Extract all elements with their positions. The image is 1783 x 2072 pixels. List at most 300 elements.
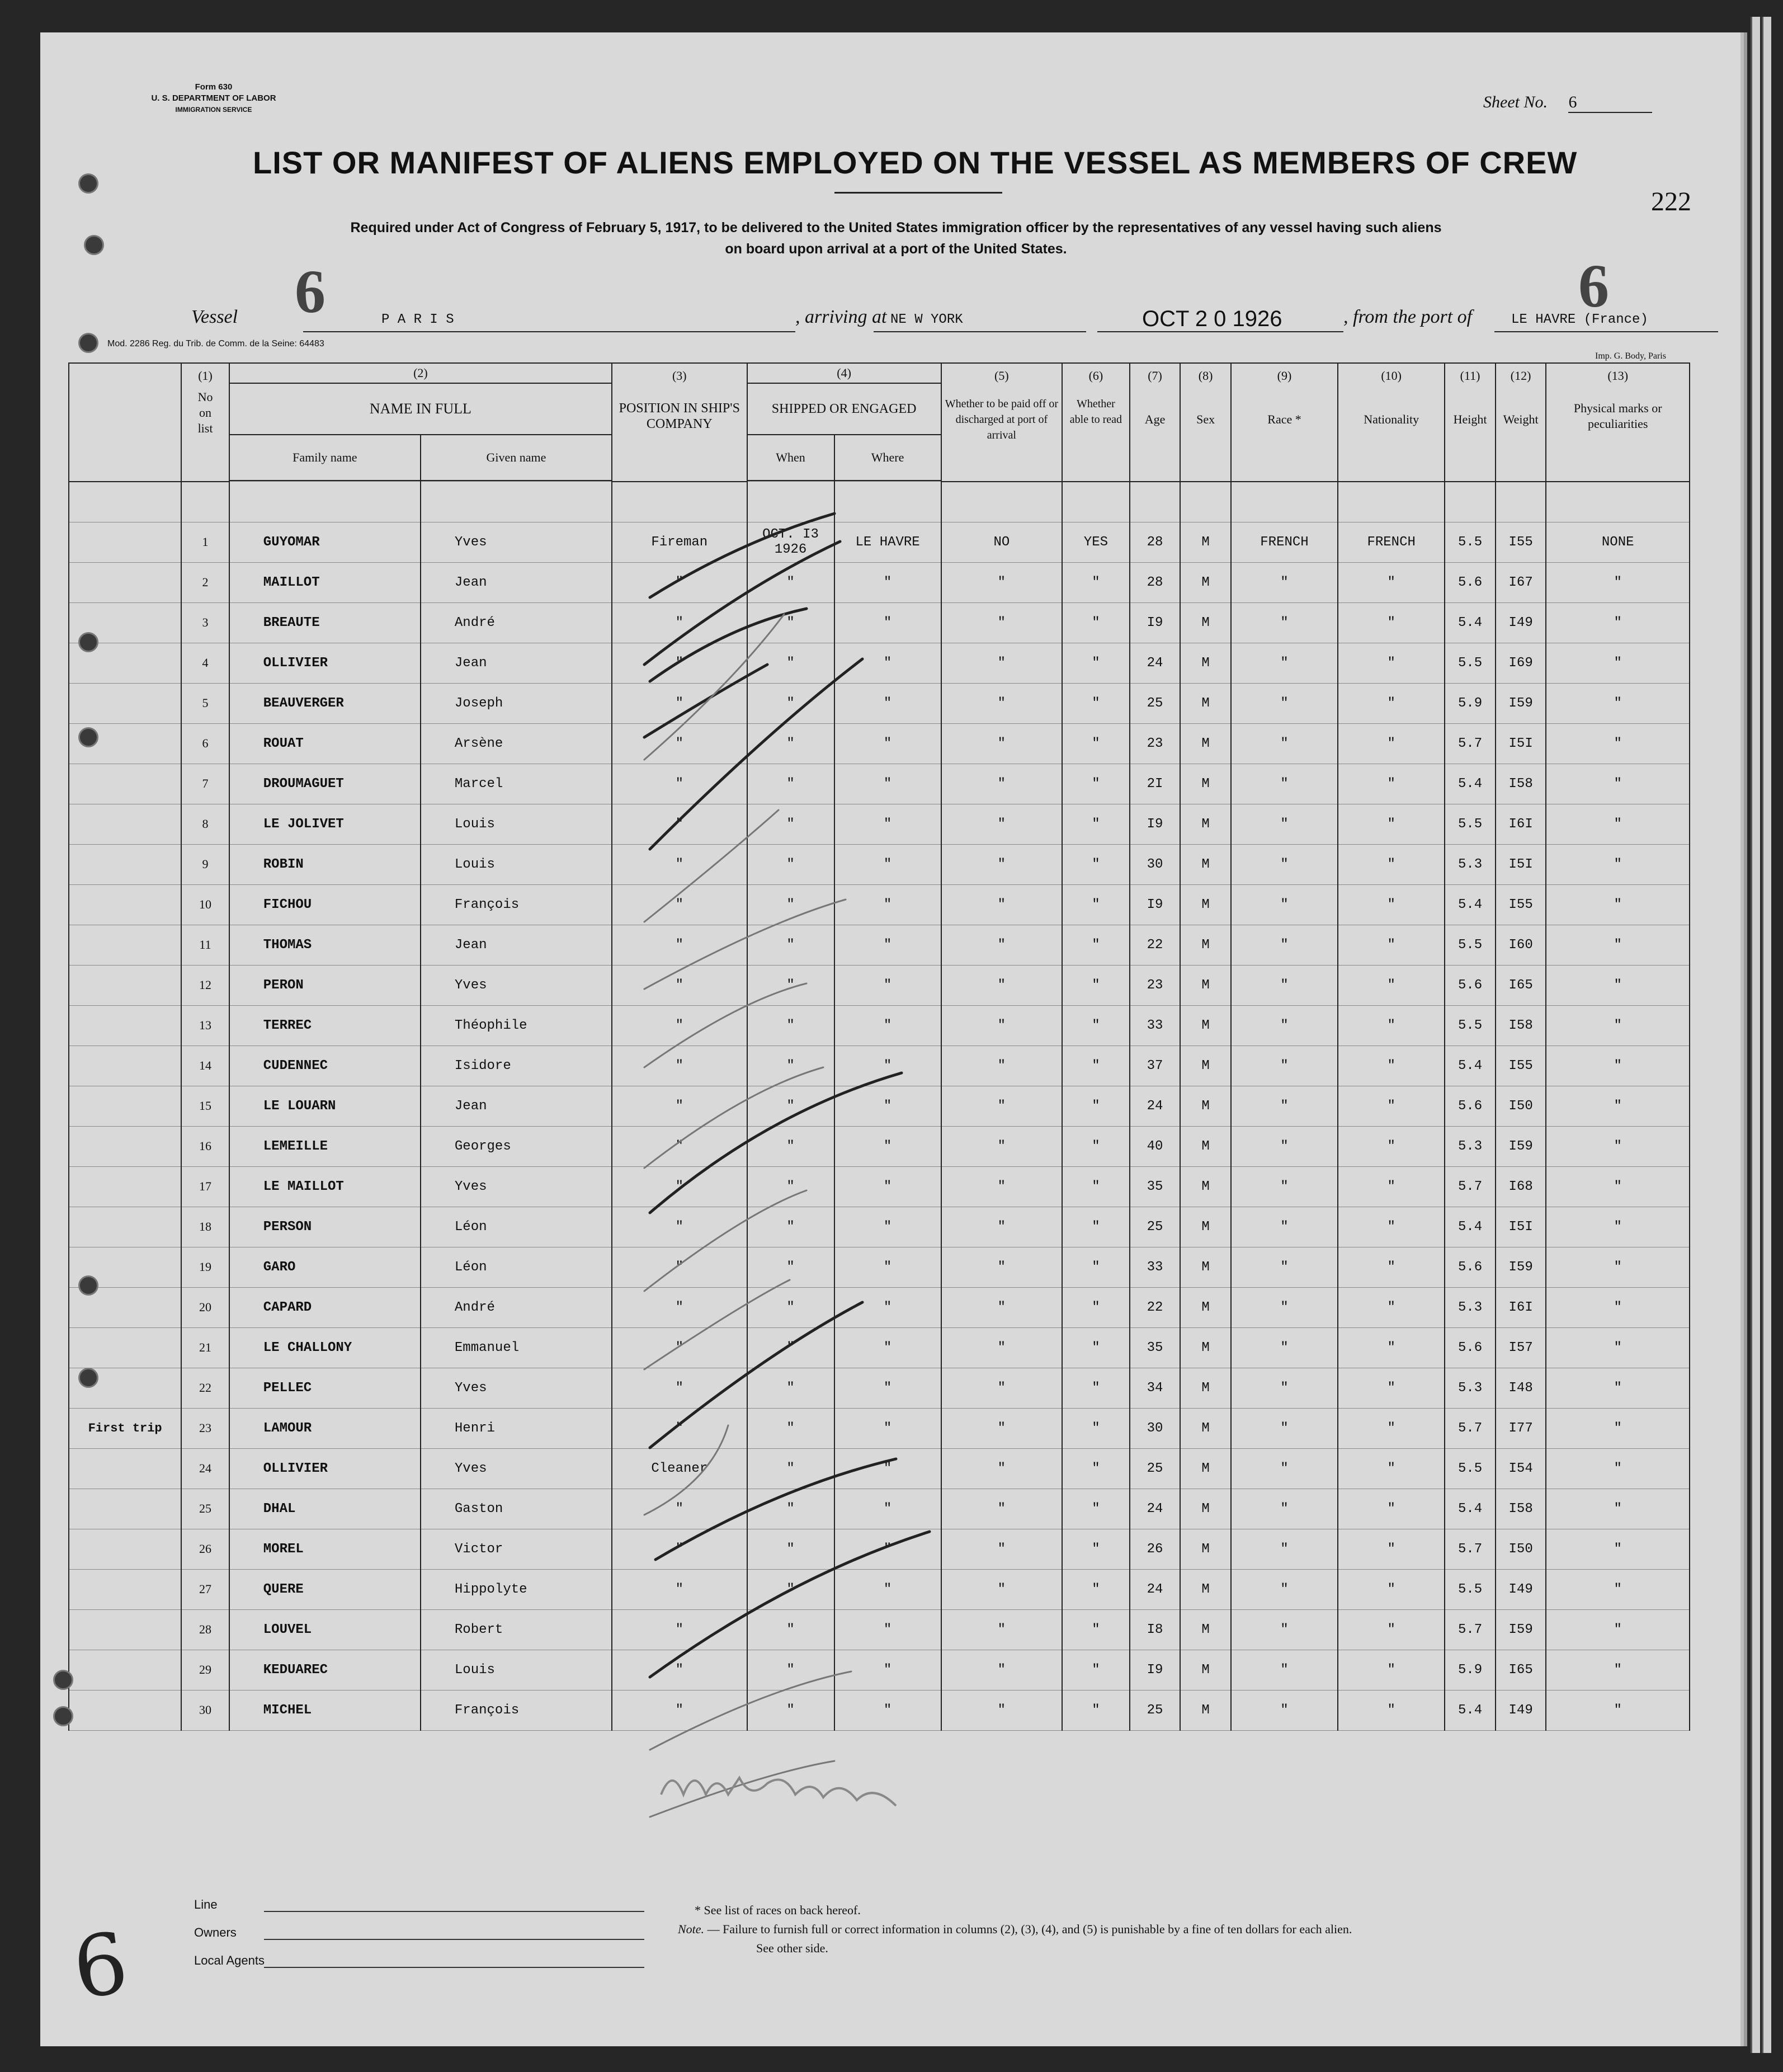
shipped-when: ": [747, 925, 834, 965]
shipped-where: ": [834, 1650, 941, 1690]
remark-cell: [69, 1126, 181, 1166]
race: ": [1231, 1166, 1338, 1207]
weight: I59: [1496, 683, 1546, 723]
printer-credit: Imp. G. Body, Paris: [1595, 351, 1666, 361]
position: ": [612, 1650, 747, 1690]
col-name-in-full: NAME IN FULL: [229, 383, 612, 435]
sheet-number: 6: [1568, 93, 1652, 113]
big-stamp-left: 6: [295, 257, 326, 326]
height: 5.5: [1445, 522, 1496, 562]
age: 33: [1130, 1247, 1181, 1287]
shipped-where: ": [834, 804, 941, 844]
paid-off: ": [941, 1408, 1062, 1448]
position: ": [612, 1529, 747, 1569]
sex: M: [1180, 1609, 1231, 1650]
able-to-read: ": [1062, 1086, 1130, 1126]
race: ": [1231, 1489, 1338, 1529]
physical-marks: ": [1546, 562, 1690, 602]
remark-cell: [69, 1489, 181, 1529]
col-12-label: Weight: [1503, 412, 1539, 426]
col-6-number: (6): [1088, 369, 1103, 383]
given-name: Théophile: [421, 1005, 612, 1046]
weight: I48: [1496, 1368, 1546, 1408]
physical-marks: ": [1546, 1086, 1690, 1126]
height: 5.3: [1445, 1368, 1496, 1408]
shipped-when: ": [747, 1489, 834, 1529]
paid-off: ": [941, 1005, 1062, 1046]
shipped-where: ": [834, 965, 941, 1005]
physical-marks: NONE: [1546, 522, 1690, 562]
physical-marks: ": [1546, 1327, 1690, 1368]
row-number: 8: [181, 804, 229, 844]
age: 37: [1130, 1046, 1181, 1086]
height: 5.4: [1445, 602, 1496, 643]
col-10-label: Nationality: [1364, 412, 1419, 426]
able-to-read: ": [1062, 562, 1130, 602]
age: 24: [1130, 1569, 1181, 1609]
given-name: Victor: [421, 1529, 612, 1569]
shipped-where: ": [834, 884, 941, 925]
shipped-when: ": [747, 723, 834, 764]
col-nationality-header: [1338, 363, 1445, 482]
able-to-read: ": [1062, 1247, 1130, 1287]
nationality: ": [1338, 1650, 1445, 1690]
shipped-where: ": [834, 925, 941, 965]
manifest-title: LIST OR MANIFEST OF ALIENS EMPLOYED ON THE VESSEL AS MEMBERS OF CREW: [253, 145, 1578, 180]
shipped-when: ": [747, 683, 834, 723]
row-number: 30: [181, 1690, 229, 1730]
col-9-label: Race *: [1267, 412, 1301, 426]
physical-marks: ": [1546, 1046, 1690, 1086]
given-name: Louis: [421, 1650, 612, 1690]
shipped-when: ": [747, 1569, 834, 1609]
from-port: LE HAVRE (France): [1511, 312, 1648, 327]
remark-cell: [69, 1207, 181, 1247]
nationality: ": [1338, 602, 1445, 643]
shipped-when: ": [747, 1368, 834, 1408]
spacer: [1496, 482, 1546, 522]
subtitle: [163, 217, 1629, 260]
age: 30: [1130, 844, 1181, 884]
col-8-label: Sex: [1196, 412, 1215, 426]
col-read-header: [1062, 363, 1130, 482]
race: ": [1231, 1207, 1338, 1247]
race: ": [1231, 1126, 1338, 1166]
sheet-label: Sheet No.: [1483, 93, 1548, 111]
paid-off: ": [941, 1690, 1062, 1730]
shipped-where: ": [834, 1086, 941, 1126]
shipped-when: ": [747, 602, 834, 643]
able-to-read: ": [1062, 683, 1130, 723]
sex: M: [1180, 925, 1231, 965]
height: 5.6: [1445, 965, 1496, 1005]
col-9-number: (9): [1277, 369, 1292, 383]
col-5-label: Whether to be paid off or discharged at port of arrival: [945, 398, 1059, 441]
sex: M: [1180, 1650, 1231, 1690]
shipped-when: ": [747, 1690, 834, 1730]
row-number: 16: [181, 1126, 229, 1166]
weight: I50: [1496, 1086, 1546, 1126]
height: 5.5: [1445, 804, 1496, 844]
given-name: Hippolyte: [421, 1569, 612, 1609]
inspector-signature: [655, 1755, 913, 1823]
sex: M: [1180, 1448, 1231, 1489]
race: ": [1231, 562, 1338, 602]
row-number: 29: [181, 1650, 229, 1690]
given-name: Jean: [421, 562, 612, 602]
shipped-when: ": [747, 1327, 834, 1368]
height: 5.6: [1445, 1086, 1496, 1126]
remark-cell: [69, 1690, 181, 1730]
shipped-when: ": [747, 643, 834, 683]
nationality: ": [1338, 1247, 1445, 1287]
binder-hole: [78, 1368, 98, 1388]
shipped-where: ": [834, 844, 941, 884]
family-name: LEMEILLE: [229, 1126, 421, 1166]
able-to-read: ": [1062, 1207, 1130, 1247]
position: ": [612, 1368, 747, 1408]
binder-hole: [84, 235, 104, 255]
paid-off: ": [941, 723, 1062, 764]
able-to-read: ": [1062, 804, 1130, 844]
position: Fireman: [612, 522, 747, 562]
col-age-header: [1130, 363, 1181, 482]
col-3-number: (3): [672, 369, 687, 383]
col-given-name: Given name: [421, 435, 612, 481]
shipped-where: ": [834, 1247, 941, 1287]
family-name: CAPARD: [229, 1287, 421, 1327]
col-sex-header: [1180, 363, 1231, 482]
able-to-read: ": [1062, 602, 1130, 643]
weight: I5I: [1496, 844, 1546, 884]
family-name: LE MAILLOT: [229, 1166, 421, 1207]
row-number: 13: [181, 1005, 229, 1046]
date-underline: [1097, 331, 1343, 332]
given-name: Georges: [421, 1126, 612, 1166]
race: ": [1231, 1005, 1338, 1046]
row-number: 28: [181, 1609, 229, 1650]
family-name: OLLIVIER: [229, 1448, 421, 1489]
remark-cell: [69, 683, 181, 723]
mod-line: Mod. 2286 Reg. du Trib. de Comm. de la Seine: 64483: [107, 339, 324, 349]
remark-cell: [69, 804, 181, 844]
age: 40: [1130, 1126, 1181, 1166]
family-name: BREAUTE: [229, 602, 421, 643]
remark-cell: [69, 1005, 181, 1046]
nationality: ": [1338, 1408, 1445, 1448]
age: 22: [1130, 925, 1181, 965]
paid-off: ": [941, 1569, 1062, 1609]
family-name: LOUVEL: [229, 1609, 421, 1650]
age: 24: [1130, 1489, 1181, 1529]
age: I9: [1130, 1650, 1181, 1690]
remark-cell: [69, 1650, 181, 1690]
footer-line-1: [264, 1911, 644, 1912]
height: 5.4: [1445, 1207, 1496, 1247]
nationality: ": [1338, 804, 1445, 844]
subtitle-line-2: on board upon arrival at a port of the United States.: [725, 241, 1067, 257]
weight: I69: [1496, 643, 1546, 683]
shipped-where: ": [834, 1046, 941, 1086]
footer-labels: [194, 1891, 265, 1975]
physical-marks: ": [1546, 1287, 1690, 1327]
age: 23: [1130, 723, 1181, 764]
header-row-numbers: [69, 363, 1690, 383]
paid-off: ": [941, 925, 1062, 965]
col-1-number: (1): [198, 369, 213, 383]
position: Cleaner: [612, 1448, 747, 1489]
position: ": [612, 1126, 747, 1166]
row-number: 18: [181, 1207, 229, 1247]
family-name: BEAUVERGER: [229, 683, 421, 723]
physical-marks: ": [1546, 1408, 1690, 1448]
nationality: ": [1338, 1046, 1445, 1086]
remark-cell: First trip: [69, 1408, 181, 1448]
shipped-when: ": [747, 1046, 834, 1086]
weight: I58: [1496, 1489, 1546, 1529]
binder-hole: [53, 1670, 73, 1690]
age: 30: [1130, 1408, 1181, 1448]
position: ": [612, 1247, 747, 1287]
shipped-where: ": [834, 1609, 941, 1650]
shipped-where: ": [834, 764, 941, 804]
position: ": [612, 764, 747, 804]
given-name: Marcel: [421, 764, 612, 804]
arriving-underline: [874, 331, 1086, 332]
weight: I58: [1496, 764, 1546, 804]
remark-cell: [69, 925, 181, 965]
spacer: [941, 482, 1062, 522]
sex: M: [1180, 884, 1231, 925]
col-13-number: (13): [1607, 369, 1629, 383]
age: 25: [1130, 1690, 1181, 1730]
nationality: ": [1338, 1207, 1445, 1247]
remark-cell: [69, 1448, 181, 1489]
position: ": [612, 1690, 747, 1730]
row-number: 19: [181, 1247, 229, 1287]
row-number: 10: [181, 884, 229, 925]
race: ": [1231, 844, 1338, 884]
sex: M: [1180, 1569, 1231, 1609]
weight: I67: [1496, 562, 1546, 602]
sex: M: [1180, 1690, 1231, 1730]
race: ": [1231, 1046, 1338, 1086]
physical-marks: ": [1546, 1529, 1690, 1569]
position: ": [612, 1166, 747, 1207]
col-6-label: Whether able to read: [1069, 398, 1122, 426]
nationality: ": [1338, 1690, 1445, 1730]
binder-hole: [78, 632, 98, 652]
nationality: ": [1338, 723, 1445, 764]
able-to-read: ": [1062, 965, 1130, 1005]
paid-off: ": [941, 1609, 1062, 1650]
height: 5.6: [1445, 562, 1496, 602]
age: 35: [1130, 1166, 1181, 1207]
race: ": [1231, 1650, 1338, 1690]
physical-marks: ": [1546, 1005, 1690, 1046]
row-number: 21: [181, 1327, 229, 1368]
height: 5.5: [1445, 643, 1496, 683]
given-name: Joseph: [421, 683, 612, 723]
shipped-where: ": [834, 723, 941, 764]
height: 5.5: [1445, 1448, 1496, 1489]
shipped-where: ": [834, 643, 941, 683]
remark-cell: [69, 1046, 181, 1086]
family-name: MOREL: [229, 1529, 421, 1569]
given-name: Robert: [421, 1609, 612, 1650]
spacer: [421, 482, 612, 522]
weight: I55: [1496, 1046, 1546, 1086]
family-name: ROUAT: [229, 723, 421, 764]
given-name: Louis: [421, 844, 612, 884]
weight: I55: [1496, 522, 1546, 562]
physical-marks: ": [1546, 1609, 1690, 1650]
form-header: [135, 82, 292, 115]
binder-hole: [53, 1706, 73, 1726]
paid-off: ": [941, 562, 1062, 602]
paid-off: ": [941, 1650, 1062, 1690]
row-number: 11: [181, 925, 229, 965]
col-8-number: (8): [1198, 369, 1213, 383]
col-12-number: (12): [1510, 369, 1531, 383]
paid-off: ": [941, 884, 1062, 925]
shipped-when: ": [747, 1609, 834, 1650]
sex: M: [1180, 602, 1231, 643]
physical-marks: ": [1546, 884, 1690, 925]
paid-off: ": [941, 602, 1062, 643]
position: ": [612, 1609, 747, 1650]
nationality: ": [1338, 1126, 1445, 1166]
spacer: [1445, 482, 1496, 522]
physical-marks: ": [1546, 1489, 1690, 1529]
family-name: MICHEL: [229, 1690, 421, 1730]
paid-off: ": [941, 764, 1062, 804]
age: 2I: [1130, 764, 1181, 804]
weight: I6I: [1496, 1287, 1546, 1327]
shipped-when: ": [747, 1408, 834, 1448]
able-to-read: ": [1062, 1408, 1130, 1448]
race: ": [1231, 1287, 1338, 1327]
binder-hole: [78, 333, 98, 353]
position: ": [612, 1408, 747, 1448]
row-number: 23: [181, 1408, 229, 1448]
nationality: ": [1338, 925, 1445, 965]
race: ": [1231, 965, 1338, 1005]
weight: I54: [1496, 1448, 1546, 1489]
age: 33: [1130, 1005, 1181, 1046]
col-race-header: [1231, 363, 1338, 482]
weight: I49: [1496, 1690, 1546, 1730]
height: 5.4: [1445, 1690, 1496, 1730]
row-number: 24: [181, 1448, 229, 1489]
row-number: 17: [181, 1166, 229, 1207]
remark-cell: [69, 1569, 181, 1609]
height: 5.6: [1445, 1327, 1496, 1368]
able-to-read: ": [1062, 1529, 1130, 1569]
shipped-when: ": [747, 764, 834, 804]
height: 5.9: [1445, 1650, 1496, 1690]
height: 5.7: [1445, 1408, 1496, 1448]
physical-marks: ": [1546, 602, 1690, 643]
able-to-read: ": [1062, 1327, 1130, 1368]
nationality: ": [1338, 1529, 1445, 1569]
height: 5.4: [1445, 884, 1496, 925]
height: 5.7: [1445, 723, 1496, 764]
shipped-where: ": [834, 1489, 941, 1529]
family-name: CUDENNEC: [229, 1046, 421, 1086]
department: U. S. DEPARTMENT OF LABOR: [151, 93, 276, 103]
height: 5.3: [1445, 1287, 1496, 1327]
position: ": [612, 683, 747, 723]
sex: M: [1180, 804, 1231, 844]
remark-cell: [69, 1529, 181, 1569]
remark-cell: [69, 965, 181, 1005]
given-name: André: [421, 602, 612, 643]
sex: M: [1180, 1166, 1231, 1207]
shipped-when: OCT. I3 1926: [747, 522, 834, 562]
from-label: , from the port of: [1343, 307, 1473, 327]
height: 5.7: [1445, 1609, 1496, 1650]
able-to-read: ": [1062, 1126, 1130, 1166]
spacer: [69, 482, 181, 522]
physical-marks: ": [1546, 844, 1690, 884]
given-name: Yves: [421, 965, 612, 1005]
shipped-when: ": [747, 1207, 834, 1247]
physical-marks: ": [1546, 643, 1690, 683]
sex: M: [1180, 643, 1231, 683]
weight: I5I: [1496, 723, 1546, 764]
age: 35: [1130, 1327, 1181, 1368]
paid-off: ": [941, 804, 1062, 844]
shipped-when: ": [747, 1529, 834, 1569]
given-name: Léon: [421, 1207, 612, 1247]
shipped-when: ": [747, 1126, 834, 1166]
sex: M: [1180, 844, 1231, 884]
row-number: 4: [181, 643, 229, 683]
paid-off: ": [941, 1327, 1062, 1368]
shipped-where: ": [834, 1207, 941, 1247]
nationality: FRENCH: [1338, 522, 1445, 562]
form-number: Form 630: [195, 82, 233, 92]
nationality: ": [1338, 1569, 1445, 1609]
nationality: ": [1338, 764, 1445, 804]
race: ": [1231, 723, 1338, 764]
physical-marks: ": [1546, 764, 1690, 804]
height: 5.5: [1445, 925, 1496, 965]
given-name: Arsène: [421, 723, 612, 764]
able-to-read: ": [1062, 1046, 1130, 1086]
sex: M: [1180, 1126, 1231, 1166]
race: ": [1231, 804, 1338, 844]
family-name: LE CHALLONY: [229, 1327, 421, 1368]
family-name: TERREC: [229, 1005, 421, 1046]
height: 5.4: [1445, 764, 1496, 804]
col-3-label: POSITION IN SHIP'S COMPANY: [619, 401, 740, 431]
page-number: 222: [1651, 187, 1691, 216]
col-7-number: (7): [1148, 369, 1162, 383]
see-other-side: See other side.: [756, 1941, 828, 1955]
big-stamp-right: 6: [1578, 252, 1609, 320]
race: ": [1231, 925, 1338, 965]
given-name: Henri: [421, 1408, 612, 1448]
age: 28: [1130, 522, 1181, 562]
shipped-where: ": [834, 562, 941, 602]
physical-marks: ": [1546, 1650, 1690, 1690]
row-number: 22: [181, 1368, 229, 1408]
position: ": [612, 804, 747, 844]
row-number: 9: [181, 844, 229, 884]
able-to-read: ": [1062, 1287, 1130, 1327]
